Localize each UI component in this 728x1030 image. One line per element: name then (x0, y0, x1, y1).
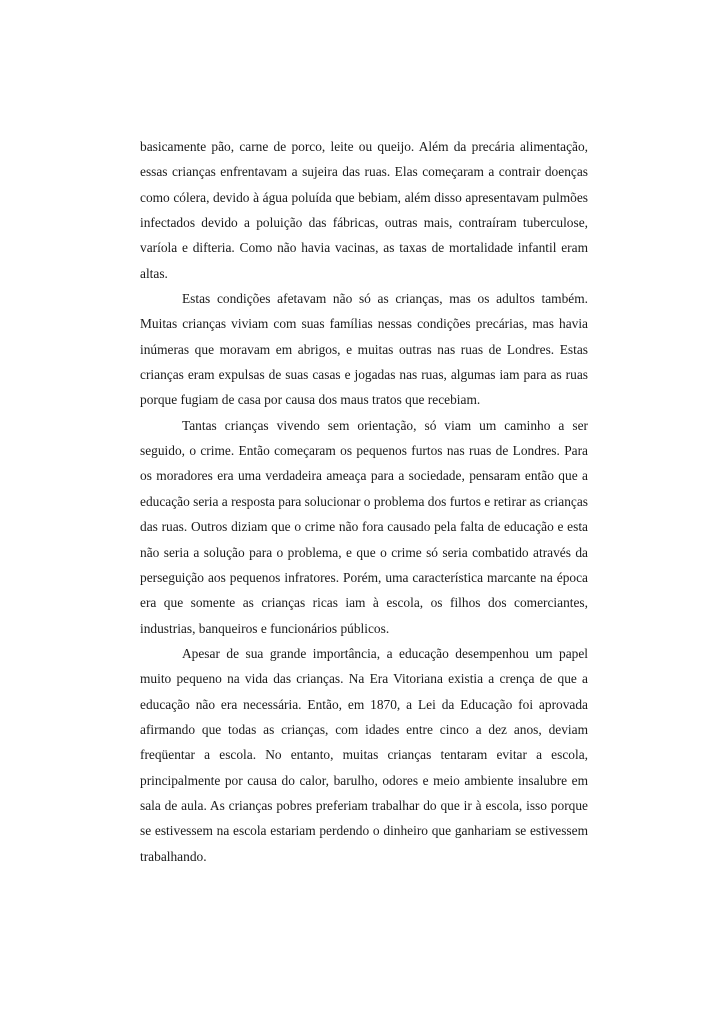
document-page (140, 134, 588, 869)
paragraph-2: Estas condições afetavam não só as crianças, mas os adultos também. Muitas crianças viviam com suas famílias nessas condições precárias, mas havia inúmeras que moravam em abrigos, e muitas outras nas ruas de Londres. Estas crianças eram expulsas de suas casas e jogadas nas ruas, algumas iam para as ruas porque fugiam de casa por causa dos maus tratos que recebiam. (140, 291, 588, 408)
paragraph-1: basicamente pão, carne de porco, leite ou queijo. Além da precária alimentação, essas crianças enfrentavam a sujeira das ruas. Elas começaram a contrair doenças como cólera, devido à água poluída que bebiam, além disso apresentavam pulmões infectados devido a poluição das fábricas, outras mais, contraíram tuberculose, varíola e difteria. Como não havia vacinas, as taxas de mortalidade infantil eram altas. (140, 139, 588, 281)
paragraph-4: Apesar de sua grande importância, a educação desempenhou um papel muito pequeno na vida das crianças. Na Era Vitoriana existia a crença de que a educação não era necessária. Então, em 1870, a Lei da Educação foi aprovada afirmando que todas as crianças, com idades entre cinco a dez anos, deviam freqüentar a escola. No entanto, muitas crianças tentaram evitar a escola, principalmente por causa do calor, barulho, odores e meio ambiente insalubre em sala de aula. As crianças pobres preferiam trabalhar do que ir à escola, isso porque se estivessem na escola estariam perdendo o dinheiro que ganhariam se estivessem trabalhando. (140, 645, 588, 864)
paragraph-3: Tantas crianças vivendo sem orientação, só viam um caminho a ser seguido, o crime. Então começaram os pequenos furtos nas ruas de Londres. Para os moradores era uma verdadeira ameaça para a sociedade, pensaram então que a educação seria a resposta para solucionar o problema dos furtos e retirar as crianças das ruas. Outros diziam que o crime não fora causado pela falta de educação e esta não seria a solução para o problema, e que o crime só seria combatido através da perseguição aos pequenos infratores. Porém, uma característica marcante na época era que somente as crianças ricas iam à escola, os filhos dos comerciantes, industrias, banqueiros e funcionários públicos. (140, 417, 589, 636)
